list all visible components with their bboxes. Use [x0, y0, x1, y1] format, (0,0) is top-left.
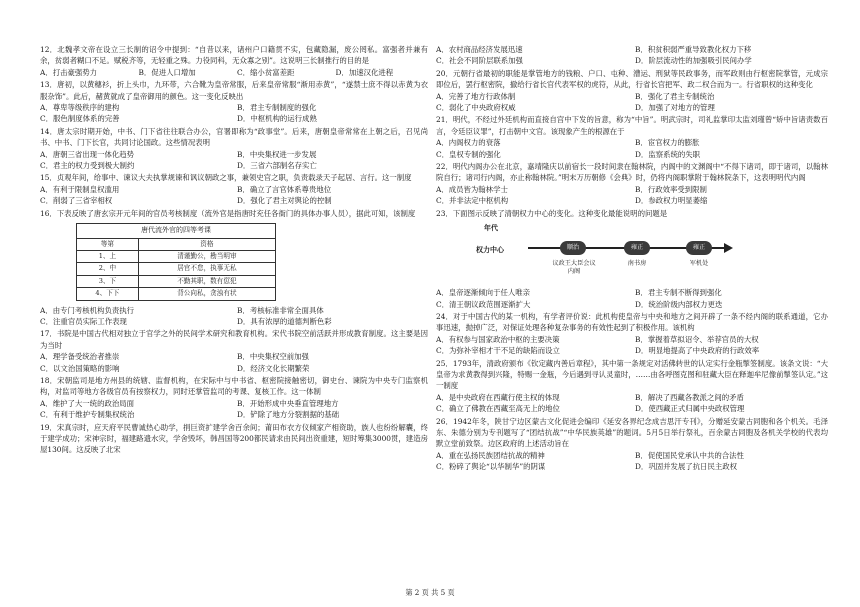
options [40, 149, 428, 172]
option-d: D．参政权力明显萎缩 [635, 196, 708, 206]
option-d: D．巩固并发展了抗日民主政权 [635, 462, 738, 472]
options [40, 351, 428, 374]
question-stem: 17．书院是中国古代相对独立于官学之外的民间学术研究和教育机构。宋代书院空前活跃并形成教育制度。这主要是因为当时 [40, 329, 428, 350]
question-stem: 16．下表反映了唐玄宗开元年间的官员考核制度（流外官是指唐时充任各衙门的具体办事人员），据此可知，该制度 [40, 208, 416, 218]
option-c: C．粉碎了舆论“以华制华”的阴谋 [436, 462, 546, 472]
node-caption: 南书房 [627, 260, 647, 268]
option-c: C．有利于维护专制集权统治 [40, 410, 135, 420]
question-stem: 22．明代内阁办公在北京，嘉靖隆庆以前宿长一段时间隶在翰林院，内阁中的文渊阁中“不得下诸司，即于诸司，以翰林院自行；诸司行内阁，亦止称翰林院。”明末万历朝修《会典》时，仍将内阁职掌附于翰林院条下，这表明明代内阁 [436, 162, 828, 183]
question-stem: 14．唐太宗时期开始，中书、门下省往往联合办公，官署即称为“政事堂”。后来，唐朝皇帝常常在上朝之后，召见尚书、中书、门下长官，共同讨论国政。这些情况表明 [40, 126, 428, 148]
options [436, 137, 828, 160]
option-b: B．促进人口增加 [138, 67, 196, 77]
option-b: B．君主专制不断得到强化 [635, 288, 722, 298]
option-b: B．中央集权进一步发展 [237, 149, 317, 159]
option-b: B．确立了言官体系尊贵地位 [237, 184, 332, 194]
option-c: C．为弥补宰相才干不足的缺陷而设立 [436, 346, 560, 356]
table-cell: 2、中 [77, 263, 139, 275]
timeline-node: 雍正 [624, 241, 650, 255]
option-b: B．解决了西藏各教派之间的矛盾 [635, 392, 744, 402]
option-a: A．成员皆为翰林学士 [436, 184, 508, 194]
option-d: D．铲除了地方分裂割据的基础 [237, 410, 340, 420]
question-stem: 25．1793年，清政府颁布《钦定藏内善后章程》，其中第一条规定对活佛转世的认定实行金瓶掣签制度。该条文说：“大皇帝为求黄教得到兴隆，特赐一金瓶，今后遇到寻认灵童时，……由各呼图克图和驻藏大臣在释迦牟尼像前掣签认定。”这一制度 [436, 358, 828, 391]
options [436, 334, 828, 357]
option-a: A．皇帝逐渐倾向于任人唯亲 [436, 288, 531, 298]
option-d: D．中枢机构的运行成熟 [237, 114, 317, 124]
question-13 [40, 79, 428, 125]
table-row [77, 263, 276, 275]
options [40, 305, 428, 328]
table-cell: 3、下 [77, 275, 139, 287]
question-19-options [436, 44, 828, 67]
table-caption: 唐代流外官的四等考课 [76, 223, 276, 237]
question-12 [40, 44, 428, 78]
options [40, 398, 428, 421]
table-cell: 清谨勤公，勘当明审 [138, 250, 275, 262]
option-a: A．农村商品经济发展迅速 [436, 45, 523, 54]
question-23 [436, 208, 828, 310]
question-18 [40, 375, 428, 421]
question-stem: 19．宋真宗时，应天府平民曹诚热心助学，捐巨资扩建学舍百余间；莆田布衣方仪倾家产相资助，族人也纷纷解囊，终于建学成功；宋神宗时，福建路遗水灾，学舍毁坏，韩昌国等200都民请求由民间出资重建，短时筹集3000贯，建造房屋130间。这反映了北宋 [40, 422, 428, 455]
options [40, 184, 428, 207]
question-19 [40, 422, 428, 456]
question-20 [436, 68, 828, 114]
question-stem: 23．下面图示反映了清朝权力中心的变化。这种变化最能说明的问题是 [436, 208, 668, 218]
question-25 [436, 358, 828, 415]
option-b: B．中央集权空前加强 [237, 352, 309, 362]
left-column [40, 44, 428, 457]
option-a: A．维护了大一统的政治局面 [40, 398, 135, 408]
timeline-node: 雍正 [686, 241, 712, 255]
table-header: 资格 [138, 238, 275, 250]
page-footer: 第 2 页 共 5 页 [405, 588, 455, 597]
table-header: 等第 [77, 238, 139, 250]
option-a: A．重在弘扬民族团结抗战的精神 [436, 450, 545, 460]
option-d: D．统治阶级内部权力更迭 [635, 299, 723, 309]
options [436, 44, 828, 67]
option-c: C．并非法定中枢机构 [436, 196, 509, 206]
option-c: C．削弱了三省宰相权 [40, 196, 113, 206]
table-cell: 1、上 [77, 250, 139, 262]
option-b: B．掌握着草拟诏令、举荐官员的大权 [635, 334, 759, 344]
option-c: C．缩小贫富差距 [237, 67, 295, 77]
option-b: B．促使国民党承认中共的合法性 [635, 450, 744, 460]
table-row [77, 250, 276, 262]
option-c: C．注重官员实际工作表现 [40, 316, 127, 326]
option-b: B．考核标准非常全面具体 [237, 305, 324, 315]
option-c: C．确立了佛教在西藏至高无上的地位 [436, 404, 560, 414]
option-b: B．强化了君主专制统治 [635, 91, 715, 101]
question-15 [40, 172, 428, 206]
question-stem: 21．明代，不经过外廷机构而直接自宫中下发的旨意，称为“中旨”。明武宗时，司礼监掌印太监刘瑾曾“矫中旨诸责数百言，令廷臣议罪”，打击朝中文官。该现象产生的根源在于 [436, 115, 828, 136]
option-d: D．三省六部制名存实亡 [237, 161, 317, 171]
question-17 [40, 328, 428, 374]
option-c: C．皇权专制的强化 [436, 149, 501, 159]
option-a: A．有利于限制皇权滥用 [40, 184, 120, 194]
exam-table [76, 223, 276, 300]
node-caption: 军机处 [689, 260, 709, 268]
option-c: C．君主的权力受到极大制约 [40, 161, 135, 171]
option-d: D．加强了对地方的管理 [635, 103, 715, 113]
option-c: C．社会不同阶层联系加强 [436, 56, 523, 66]
option-b: B．行政效率受到限制 [635, 184, 707, 194]
question-stem: 26．1942年冬，陕甘宁边区蒙古文化促进会编印《延安各界纪念成吉思汗专刊》，分赠延安蒙古同胞和各个机关。毛泽东、朱德分别为专刊题写了“团结抗战”“中华民族英雄”的题词。5月5日举行祭礼，百余蒙古同胞及各机关学校的代表均默立堂前致祭。边区政府的上述活动旨在 [436, 416, 828, 449]
question-stem: 12．北魏孝文帝在设立三长制的诏令中提到：“自昔以来，诸州户口籍贯不实，包藏隐漏，废公罔私。富强者并兼有余，贫弱者糊口不足。赋税齐等，无轻重之殊。力役同科，无众寡之别”。这说明三长制推行的目的是 [40, 45, 428, 66]
options [40, 102, 428, 125]
table-row [77, 288, 276, 300]
option-b: B．宦官权力的膨胀 [635, 138, 700, 148]
options [40, 67, 428, 78]
option-a: A．尊卑等级秩序的建构 [40, 103, 120, 113]
question-14 [40, 126, 428, 172]
option-c: C．弱化了中央政府权威 [436, 103, 516, 113]
option-d: D．明显地提高了中央政府的行政效率 [635, 346, 760, 356]
table-cell: 背公向私，贪浊有状 [138, 288, 275, 300]
option-d: D．监察系统的失职 [635, 149, 701, 159]
options [436, 392, 828, 415]
table-row [77, 275, 276, 287]
right-column [436, 44, 828, 474]
question-stem: 13．唐初，以黄穗衫，折上头巾，九环带，六合靴为皇帝常服，后来皇帝常服“渐用赤黄”，“遂禁士庶不得以赤黄为衣服杂饰”。此后，赭黄就成了皇帝御用的颜色。这一变化反映出 [40, 80, 428, 101]
question-stem: 15．贞观年间，给事中、谏议大夫执掌规谏和讽议朝政之事，兼领史官之职，负责载录天子起居、言行。这一制度 [40, 173, 412, 183]
option-d: D．强化了君主对舆论的控制 [237, 196, 332, 206]
options [436, 91, 828, 114]
option-c: C．清王朝议政范围逐渐扩大 [436, 299, 531, 309]
question-21 [436, 114, 828, 160]
option-a: A．是中央政府在西藏行使主权的体现 [436, 392, 560, 402]
table-cell: 不勤其职，数有愆犯 [138, 275, 275, 287]
power-center-diagram [476, 222, 746, 284]
option-a: A．打击豪强势力 [40, 67, 98, 77]
option-b: B．开始形成中央垂直管理地方 [237, 398, 339, 408]
option-a: A．内阁权力的衰落 [436, 138, 501, 148]
table-cell: 4、下下 [77, 288, 139, 300]
option-a: A．完善了地方行政体制 [436, 91, 516, 101]
question-16 [40, 208, 428, 328]
option-a: A．有权参与国家政治中枢的主要决策 [436, 334, 560, 344]
options [436, 184, 828, 207]
question-22 [436, 161, 828, 207]
option-a: A．理学备受统治者推崇 [40, 352, 120, 362]
axis-label: 年代 [484, 223, 498, 233]
option-c: C．服色制度体系的完善 [40, 114, 120, 124]
option-d: D．使西藏正式归属中央政权管理 [635, 404, 745, 414]
options [436, 287, 828, 310]
option-b: B．积贫积弱严重导致教化权力下移 [635, 45, 752, 54]
arrow-icon [724, 243, 733, 253]
question-24 [436, 311, 828, 357]
question-stem: 18．宋朝监司是地方州县的统辖、监督机构，在宋际中与中书省、枢密院接触密切，御史台、谏院为中央专门监察机构，对监司等地方各级官员有按察权力，同时还掌管监司的考课、复核工作。这一体制 [40, 375, 428, 397]
option-d: D．经济文化长期繁荣 [237, 363, 310, 373]
table-header-row [77, 238, 276, 250]
option-c: C．以文治国策略的影响 [40, 363, 120, 373]
center-label: 权力中心 [476, 245, 504, 255]
question-stem: 20．元朝行省最初的职能是掌管地方的钱粮、户口、屯种、漕运、刑狱等民政事务，而军政则由行枢密院掌管，元成宗即位后，罢行枢密院，撤给行省长官代表军权的虎符，从此，行省长官把军、政二权合而为一。行省职权的这种变化 [436, 68, 828, 90]
option-d: D．阶层流动性的加强吸引民间办学 [635, 56, 752, 66]
timeline-node: 顺治 [560, 241, 586, 255]
option-d: D．具有浓厚的道德判断色彩 [237, 316, 332, 326]
option-a: A．唐朝三省出现一体化趋势 [40, 149, 135, 159]
options [436, 450, 828, 473]
question-stem: 24．对于中国古代的某一机构，有学者评价说：此机构使皇帝与中央和地方之间开辟了一条不经内阁的联系通道，它办事迅速，抛掉广泛，对保证处理各种复杂事务的有效性起到了积极作用。该机构 [436, 311, 828, 333]
option-b: B．君主专制制度的强化 [237, 103, 317, 113]
table-cell: 居官不怠，执事无私 [138, 263, 275, 275]
question-26 [436, 416, 828, 473]
option-d: D．加速汉化进程 [335, 67, 394, 77]
option-a: A．由专门考核机构负责执行 [40, 305, 135, 315]
node-caption: 议政王大臣会议 内阁 [552, 260, 596, 276]
